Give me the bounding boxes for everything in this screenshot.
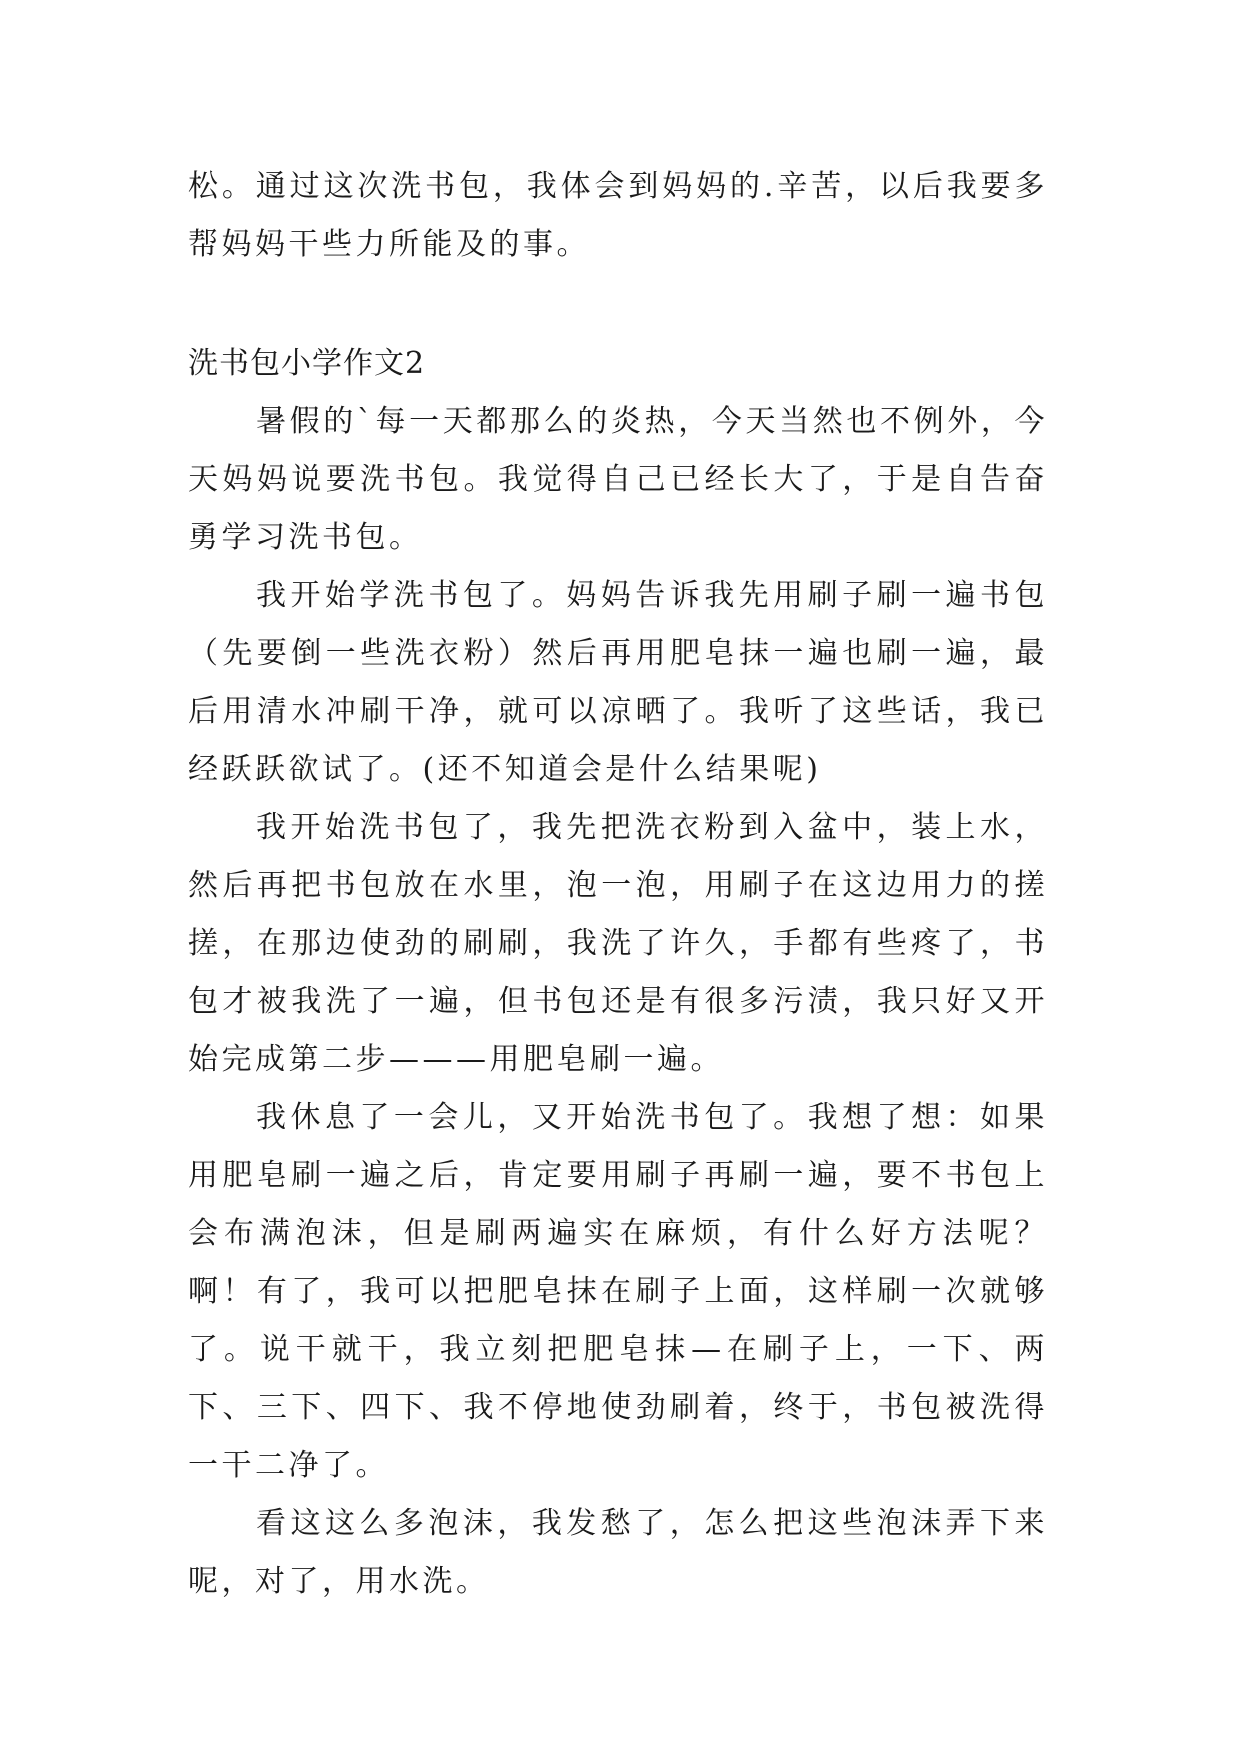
paragraph: 我开始洗书包了，我先把洗衣粉到入盆中，装上水，然后再把书包放在水里，泡一泡，用刷子在这边用力的搓搓，在那边使劲的刷刷，我洗了许久，手都有些疼了，书包才被我洗了一遍，但书包还是有很多污渍，我只好又开始完成第二步———用肥皂刷一遍。 [188,810,1048,1077]
essay-body [188,393,1048,1611]
paragraph: 我休息了一会儿，又开始洗书包了。我想了想：如果用肥皂刷一遍之后，肯定要用刷子再刷一遍，要不书包上会布满泡沫，但是刷两遍实在麻烦，有什么好方法呢？啊！有了，我可以把肥皂抹在刷子上面，这样刷一次就够了。说干就干，我立刻把肥皂抹—在刷子上，一下、两下、三下、四下、我不停地使劲刷着，终于，书包被洗得一干二净了。 [188,1100,1048,1483]
essay-title: 洗书包小学作文2 [188,346,426,381]
paragraph: 暑假的`每一天都那么的炎热，今天当然也不例外，今天妈妈说要洗书包。我觉得自己已经长大了，于是自告奋勇学习洗书包。 [188,404,1048,555]
intro-paragraph: 松。通过这次洗书包，我体会到妈妈的.辛苦，以后我要多帮妈妈干些力所能及的事。 [188,169,1048,262]
paragraph: 看这这么多泡沫，我发愁了，怎么把这些泡沫弄下来呢，对了，用水洗。 [188,1506,1048,1599]
paragraph: 我开始学洗书包了。妈妈告诉我先用刷子刷一遍书包（先要倒一些洗衣粉）然后再用肥皂抹一遍也刷一遍，最后用清水冲刷干净，就可以凉晒了。我听了这些话，我已经跃跃欲试了。(还不知道会是什么结果呢) [188,578,1048,787]
